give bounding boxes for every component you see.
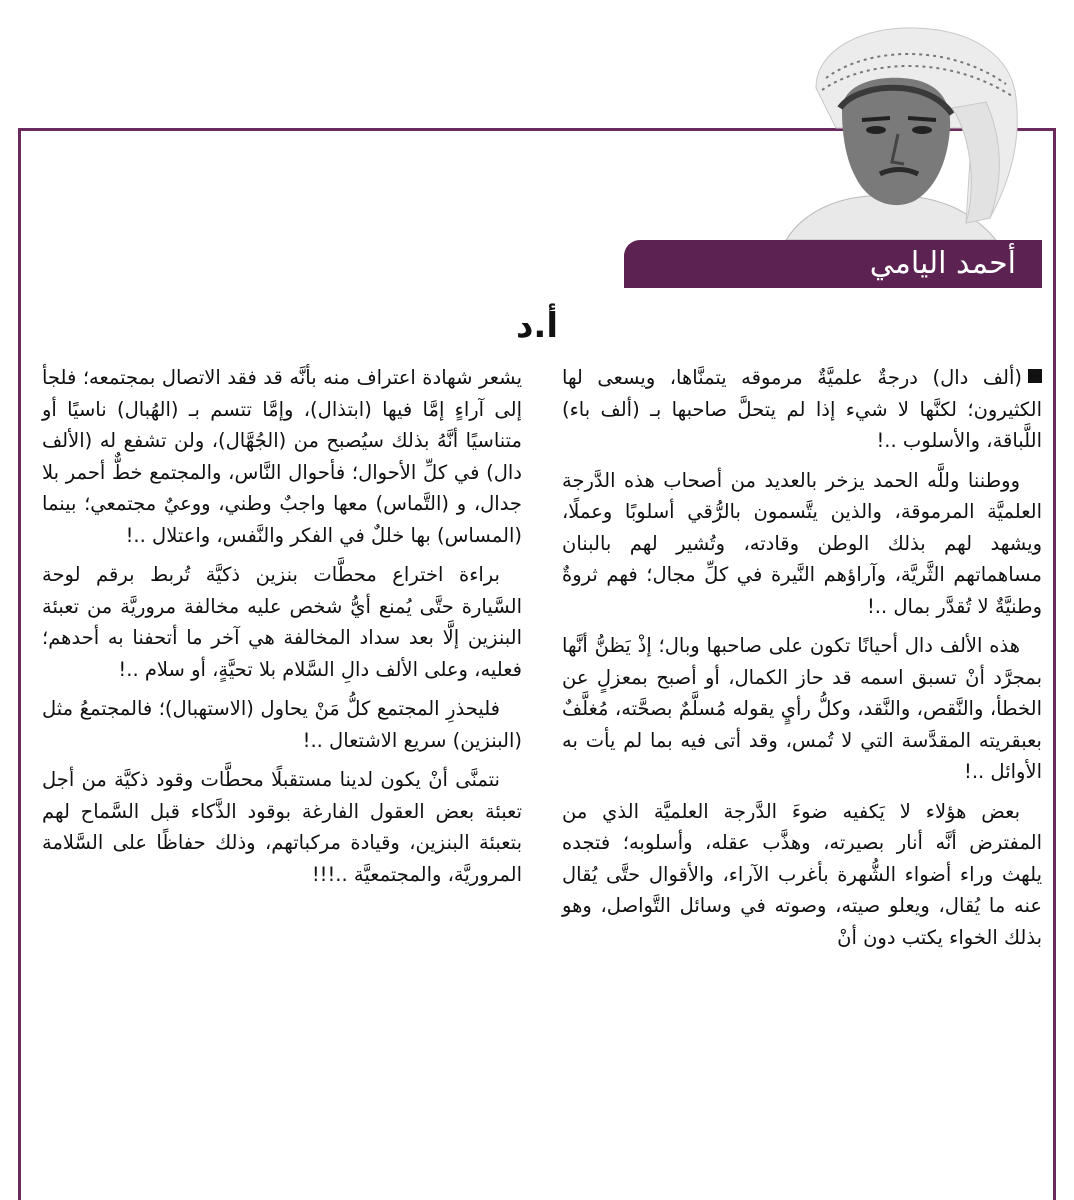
paragraph: بعض هؤلاء لا يَكفيه ضوءَ الدَّرجة العلميَّة الذي من المفترض أنَّه أنار بصيرته، وهذَّب عقله، وأسلوبه؛ فتجده يلهث وراء أضواء الشُّهرة بأغرب الآراء، والأقوال حتَّى يُقال عنه ما يُقال، ويعلو صيته، وصوته في وسائل التَّواصل، وهو بذلك الخواء يكتب دون أنْ: [562, 799, 1042, 949]
paragraph: [562, 362, 1042, 457]
paragraph: يشعر شهادة اعتراف منه بأنَّه قد فقد الاتصال بمجتمعه؛ فلجأ إلى آراءٍ إمَّا فيها (ابتذال)، وإمَّا تتسم بـ (الهُبال) ناسيًا أو متناسيًا أنَّهُ بذلك سيُصبح من (الجُهَّال)، ولن تشفع له (الألف دال) في كلِّ الأحوال؛ فأحوال النَّاس، والمجتمع خطٌّ أحمر بلا جدال، و (التَّماس) معها واجبٌ وطني، ووعيٌ مجتمعي؛ بينما (المساس) بها خللٌ في الفكر والنَّفس، واعتلال ..!: [42, 366, 522, 547]
author-name: أحمد اليامي: [869, 246, 1016, 281]
paragraph: براءة اختراع محطَّات بنزين ذكيَّة تُربط برقم لوحة السَّيارة حتَّى يُمنع أيُّ شخص عليه مخالفة مروريَّة من تعبئة البنزين إلَّا بعد سداد المخالفة هي آخر ما أتحفنا به أحدهم؛ فعليه، وعلى الألف دالِ السَّلام بلا تحيَّةٍ، أو سلام ..!: [42, 563, 522, 681]
article-column-right: [562, 362, 1042, 961]
paragraph-text: (ألف دال) درجةٌ علميَّةٌ مرموقه يتمنَّاها، ويسعى لها الكثيرون؛ لكنَّها لا شيء إذا لم يتحلَّ صاحبها بـ (ألف باء) اللَّباقة، والأسلوب ..!: [562, 366, 1042, 452]
paragraph-marker-icon: [1028, 369, 1042, 383]
author-photo: [776, 18, 1024, 240]
paragraph: فليحذرِ المجتمع كلُّ مَنْ يحاول (الاستهبال)؛ فالمجتمعُ مثل (البنزين) سريع الاشتعال ..!: [42, 697, 522, 752]
author-portrait-illustration: [776, 18, 1024, 240]
paragraph: نتمنَّى أنْ يكون لدينا مستقبلًا محطَّات وقود ذكيَّة من أجل تعبئة بعض العقول الفارغة بوقود الذَّكاء قبل السَّماح لهم بتعبئة البنزين، وقيادة مركباتهم، وذلك حفاظًا على السَّلامة المروريَّة، والمجتمعيَّة ..!!!: [42, 768, 522, 886]
paragraph: هذه الألف دال أحيانًا تكون على صاحبها وبال؛ إذْ يَظنُّ أنَّها بمجرَّد أنْ تسبق اسمه قد حاز الكمال، أو أصبح بمعزلٍ عن الخطأ، والنَّقص، والنَّقد، وكلُّ رأيٍ يقوله مُسلَّمٌ بصحَّته، مُغلَّفٌ بعبقريته المقدَّسة التي لا تُمس، وقد أتى فيه بما لم يأت به الأوائل ..!: [562, 634, 1042, 783]
article-title: أ.د: [515, 306, 559, 346]
article-column-left: [42, 362, 522, 898]
paragraph: ووطننا وللَّه الحمد يزخر بالعديد من أصحاب هذه الدَّرجة العلميَّة المرموقة، والذين يتَّسمون بالرُّقي أسلوبًا وعملًا، ويشهد لهم بذلك الوطن وقادته، وتُشير لهم بالبنان مساهماتهم الثَّريَّة، وآراؤهم النَّيرة في كلِّ مجال؛ فهم ثروةٌ وطنيَّةٌ لا تُقدَّر بمال ..!: [562, 468, 1042, 618]
author-banner: [624, 240, 1042, 288]
